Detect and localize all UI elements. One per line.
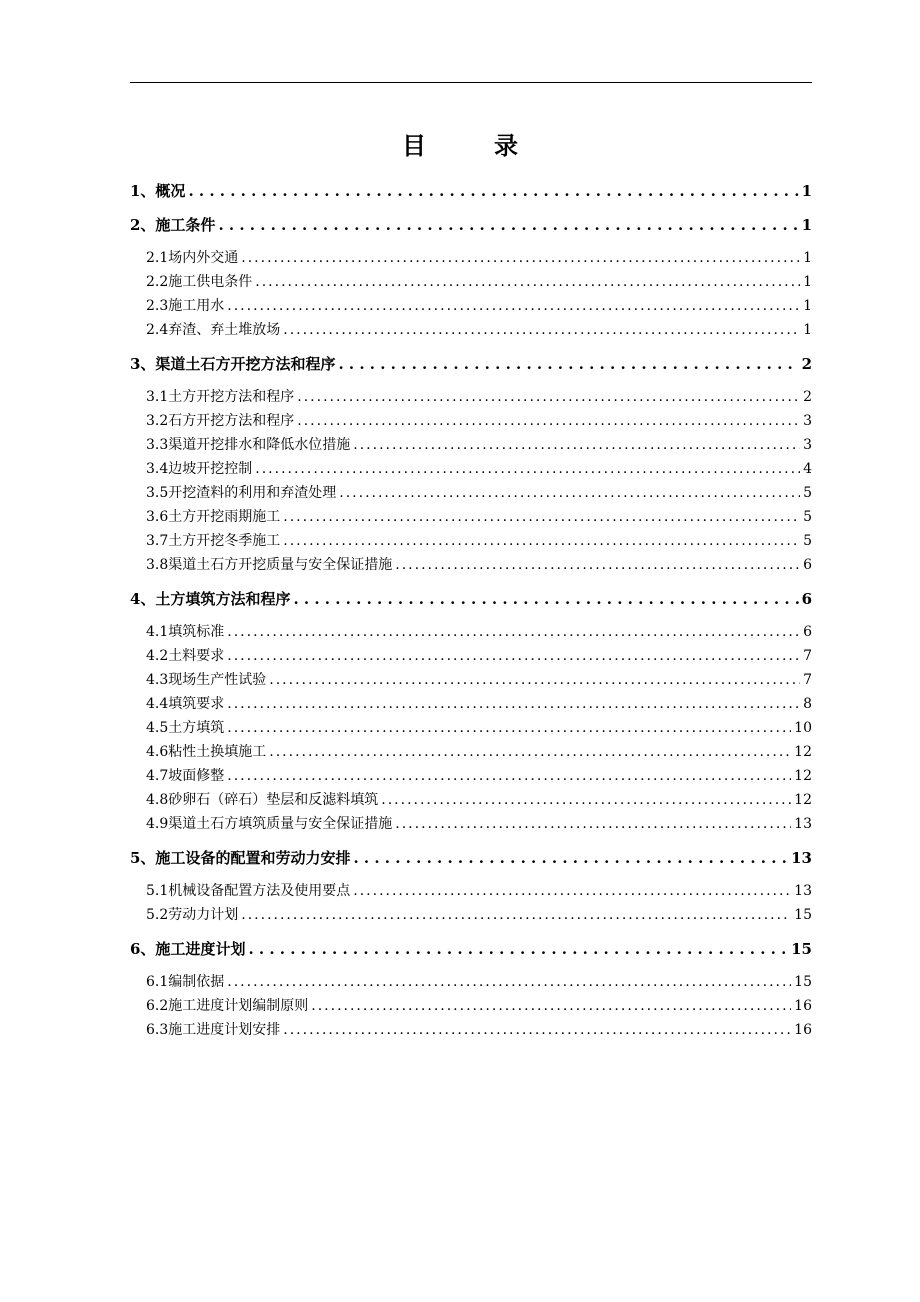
toc-leader-dots — [353, 883, 791, 899]
toc-entry-label: 1、概况 — [130, 182, 186, 200]
toc-leader-dots — [283, 509, 800, 525]
toc-leader-dots — [248, 940, 788, 958]
toc-entry[interactable] — [130, 506, 812, 526]
toc-entry-label: 4.1填筑标准 — [146, 624, 225, 640]
toc-entry[interactable] — [130, 717, 812, 737]
toc-entry-label: 3.1土方开挖方法和程序 — [146, 389, 295, 405]
toc-entry-page: 8 — [803, 696, 812, 712]
toc-leader-dots — [283, 1022, 791, 1038]
toc-entry-page: 3 — [803, 437, 812, 453]
toc-entry-page: 3 — [803, 413, 812, 429]
toc-entry-label: 6、施工进度计划 — [130, 940, 246, 958]
toc-leader-dots — [297, 389, 800, 405]
toc-entry-label: 4.3现场生产性试验 — [146, 672, 267, 688]
toc-leader-dots — [218, 216, 798, 234]
toc-leader-dots — [255, 274, 800, 290]
toc-entry[interactable] — [130, 789, 812, 809]
toc-entry[interactable] — [130, 621, 812, 641]
toc-leader-dots — [283, 322, 800, 338]
toc-entry-label: 3.6土方开挖雨期施工 — [146, 509, 281, 525]
toc-entry-label: 3.3渠道开挖排水和降低水位措施 — [146, 437, 351, 453]
toc-entry[interactable] — [130, 669, 812, 689]
toc-entry-label: 4.8砂卵石（碎石）垫层和反滤料填筑 — [146, 792, 379, 808]
toc-entry[interactable] — [130, 434, 812, 454]
toc-entry[interactable] — [130, 410, 812, 430]
toc-entry[interactable] — [130, 247, 812, 267]
toc-entry-page: 12 — [794, 792, 812, 808]
toc-entry-label: 3.2石方开挖方法和程序 — [146, 413, 295, 429]
toc-entry-page: 15 — [794, 974, 812, 990]
toc-entry-label: 2.2施工供电条件 — [146, 274, 253, 290]
toc-entry[interactable] — [130, 271, 812, 291]
toc-leader-dots — [381, 792, 791, 808]
toc-entry-label: 4、土方填筑方法和程序 — [130, 590, 291, 608]
toc-entry-page: 1 — [803, 322, 812, 338]
toc-entry-page: 16 — [794, 998, 812, 1014]
toc-leader-dots — [227, 974, 791, 990]
toc-entry-page: 2 — [803, 389, 812, 405]
toc-leader-dots — [255, 461, 800, 477]
toc-entry-page: 12 — [794, 768, 812, 784]
toc-entry-label: 5、施工设备的配置和劳动力安排 — [130, 849, 351, 867]
toc-entry-page: 1 — [803, 298, 812, 314]
toc-entry-label: 2.3施工用水 — [146, 298, 225, 314]
toc-leader-dots — [241, 907, 791, 923]
toc-entry-page: 4 — [803, 461, 812, 477]
toc-entry-page: 5 — [803, 533, 812, 549]
toc-entry[interactable] — [130, 645, 812, 665]
toc-entry-label: 4.7坡面修整 — [146, 768, 225, 784]
toc-entry[interactable] — [130, 386, 812, 406]
toc-entry-page: 1 — [803, 274, 812, 290]
toc-entry[interactable] — [130, 904, 812, 924]
toc-entry-label: 3、渠道土石方开挖方法和程序 — [130, 355, 336, 373]
toc-entry[interactable] — [130, 847, 812, 868]
toc-entry-page: 10 — [794, 720, 812, 736]
toc-entry-label: 5.1机械设备配置方法及使用要点 — [146, 883, 351, 899]
toc-leader-dots — [227, 648, 800, 664]
toc-leader-dots — [353, 437, 800, 453]
toc-entry-label: 3.7土方开挖冬季施工 — [146, 533, 281, 549]
toc-entry[interactable] — [130, 1019, 812, 1039]
toc-entry-page: 13 — [794, 883, 812, 899]
toc-leader-dots — [353, 849, 788, 867]
toc-entry[interactable] — [130, 880, 812, 900]
toc-leader-dots — [241, 250, 800, 266]
toc-entry-label: 6.2施工进度计划编制原则 — [146, 998, 309, 1014]
page-title: 目 录 — [402, 131, 540, 160]
toc-entry-page: 6 — [803, 557, 812, 573]
toc-entry[interactable] — [130, 214, 812, 235]
toc-entry[interactable] — [130, 765, 812, 785]
toc-entry[interactable] — [130, 995, 812, 1015]
toc-leader-dots — [227, 720, 791, 736]
toc-entry[interactable] — [130, 482, 812, 502]
toc-entry-page: 15 — [791, 940, 812, 958]
toc-entry-label: 3.8渠道土石方开挖质量与安全保证措施 — [146, 557, 393, 573]
toc-leader-dots — [339, 485, 800, 501]
toc-leader-dots — [188, 182, 798, 200]
toc-entry-page: 13 — [791, 849, 812, 867]
toc-entry-page: 7 — [803, 672, 812, 688]
toc-entry-label: 4.6粘性土换填施工 — [146, 744, 267, 760]
toc-leader-dots — [227, 624, 800, 640]
toc-leader-dots — [293, 590, 798, 608]
toc-entry-label: 2.4弃渣、弃土堆放场 — [146, 322, 281, 338]
toc-leader-dots — [269, 672, 800, 688]
toc-entry-label: 5.2劳动力计划 — [146, 907, 239, 923]
toc-leader-dots — [227, 298, 800, 314]
toc-entry-page: 16 — [794, 1022, 812, 1038]
toc-leader-dots — [395, 816, 791, 832]
toc-entry-page: 1 — [803, 250, 812, 266]
toc-entry-page: 7 — [803, 648, 812, 664]
toc-entry-label: 2、施工条件 — [130, 216, 216, 234]
toc-leader-dots — [227, 696, 800, 712]
toc-entry[interactable] — [130, 588, 812, 609]
toc-entry-page: 13 — [794, 816, 812, 832]
toc-entry[interactable] — [130, 693, 812, 713]
toc-entry-page: 15 — [794, 907, 812, 923]
toc-entry[interactable] — [130, 458, 812, 478]
toc-entry[interactable] — [130, 180, 812, 201]
toc-entry[interactable] — [130, 813, 812, 833]
toc-leader-dots — [311, 998, 791, 1014]
toc-entry-label: 4.9渠道土石方填筑质量与安全保证措施 — [146, 816, 393, 832]
toc-entry-label: 2.1场内外交通 — [146, 250, 239, 266]
toc-entry-label: 6.3施工进度计划安排 — [146, 1022, 281, 1038]
toc-entry[interactable] — [130, 971, 812, 991]
toc-leader-dots — [338, 355, 798, 373]
toc-entry-page: 12 — [794, 744, 812, 760]
toc-entry-label: 6.1编制依据 — [146, 974, 225, 990]
toc-entry[interactable] — [130, 530, 812, 550]
toc-entry-label: 4.4填筑要求 — [146, 696, 225, 712]
toc-entry[interactable] — [130, 554, 812, 574]
toc-entry-page: 5 — [803, 485, 812, 501]
toc-leader-dots — [297, 413, 800, 429]
header-rule — [130, 82, 812, 83]
toc-entry-label: 4.2土料要求 — [146, 648, 225, 664]
toc-entry-label: 3.4边坡开挖控制 — [146, 461, 253, 477]
toc-entry-page: 2 — [801, 355, 812, 373]
toc-entry-page: 1 — [801, 182, 812, 200]
toc-leader-dots — [283, 533, 800, 549]
toc-entry-page: 1 — [801, 216, 812, 234]
toc-entry-page: 5 — [803, 509, 812, 525]
toc-entry[interactable] — [130, 938, 812, 959]
toc-entry[interactable] — [130, 295, 812, 315]
toc-entry-page: 6 — [803, 624, 812, 640]
toc-leader-dots — [227, 768, 791, 784]
toc-leader-dots — [269, 744, 791, 760]
toc-entry[interactable] — [130, 741, 812, 761]
toc-entry[interactable] — [130, 319, 812, 339]
toc-leader-dots — [395, 557, 800, 573]
toc-entry-label: 3.5开挖渣料的利用和弃渣处理 — [146, 485, 337, 501]
toc-entry-label: 4.5土方填筑 — [146, 720, 225, 736]
toc-entry-page: 6 — [801, 590, 812, 608]
toc-entry[interactable] — [130, 353, 812, 374]
